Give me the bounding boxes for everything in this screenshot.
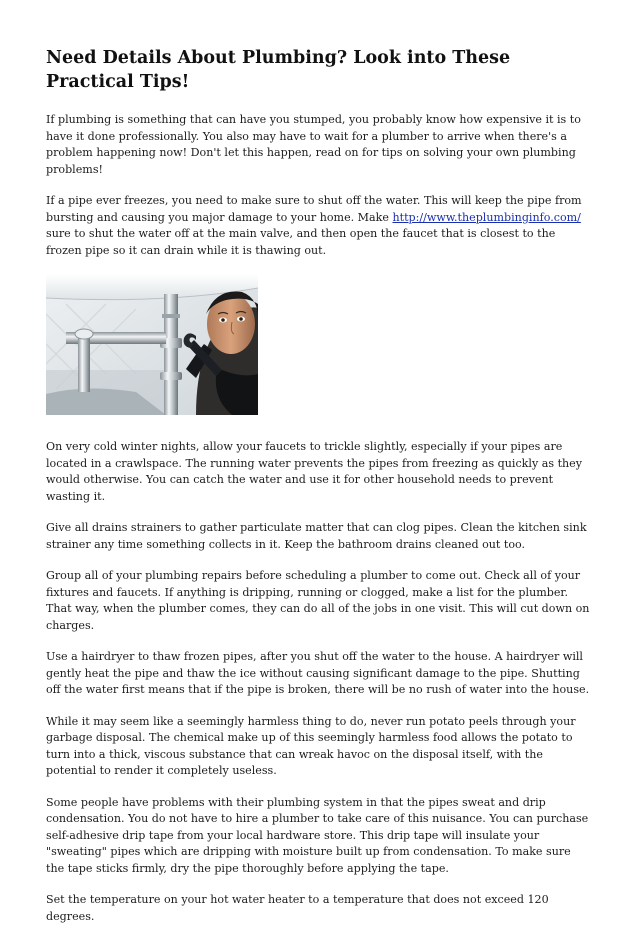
paragraph-drain-strainers: Give all drains strainers to gather particulate matter that can clog pipes. Clean the kitchen sink strainer any time something collects in it. Keep the bathroom drains cleaned out too. — [46, 521, 587, 551]
paragraph-potato-peels: While it may seem like a seemingly harmless thing to do, never run potato peels through your garbage disposal. The chemical make up of this seemingly harmless food allows the potato to turn into a thick, viscous substance that can wreak havoc on the disposal itself, with the potential to render it completely useless. — [46, 714, 576, 777]
paragraph-intro: If plumbing is something that can have you stumped, you probably know how expensive it is to have it done professionally. You also may have to wait for a plumber to arrive when there's a problem happening now! Don't let this happen, read on for tips on solving your own plumbing problems! — [46, 113, 581, 176]
paragraph-group-repairs: Group all of your plumbing repairs before scheduling a plumber to come out. Check all of your fixtures and faucets. If anything is dripping, running or clogged, make a list for the plumber. That way, when the plumber comes, they can do all of the jobs in one visit. This will cut down on charges. — [46, 569, 590, 632]
plumbing-info-link[interactable]: http://www.theplumbinginfo.com/ — [392, 210, 581, 224]
document-page — [46, 46, 592, 940]
plumber-photo — [46, 274, 258, 415]
paragraph-frozen-pipe — [46, 193, 592, 259]
paragraph-hairdryer: Use a hairdryer to thaw frozen pipes, after you shut off the water to the house. A hairdryer will gently heat the pipe and thaw the ice without causing significant damage to the pipe. Shutting off the water first means that if the pipe is broken, there will be no rush of water into the house. — [46, 650, 590, 696]
paragraph-cold-nights: On very cold winter nights, allow your faucets to trickle slightly, especially if your pipes are located in a crawlspace. The running water prevents the pipes from freezing as quickly as they would otherwise. You can catch the water and use it for other household needs to prevent wasting it. — [46, 440, 583, 503]
article-title: Need Details About Plumbing? Look into These Practical Tips! — [46, 48, 511, 92]
paragraph-drip-tape: Some people have problems with their plumbing system in that the pipes sweat and drip condensation. You do not have to hire a plumber to take care of this nuisance. You can purchase self-adhesive drip tape from your local hardware store. This drip tape will insulate your "sweating" pipes which are dripping with moisture built up from condensation. To make sure the tape sticks firmly, dry the pipe thoroughly before applying the tape. — [46, 795, 589, 875]
paragraph-frozen-pipe-text-after: sure to shut the water off at the main valve, and then open the faucet that is closest to the frozen pipe so it can drain while it is thawing out. — [46, 227, 556, 257]
paragraph-water-heater: Set the temperature on your hot water heater to a temperature that does not exceed 120 degrees. — [46, 893, 549, 923]
paragraph-frozen-pipe-text-before: If a pipe ever freezes, you need to make sure to shut off the water. This will keep the pipe from bursting and causing you major damage to your home. Make — [46, 194, 582, 224]
